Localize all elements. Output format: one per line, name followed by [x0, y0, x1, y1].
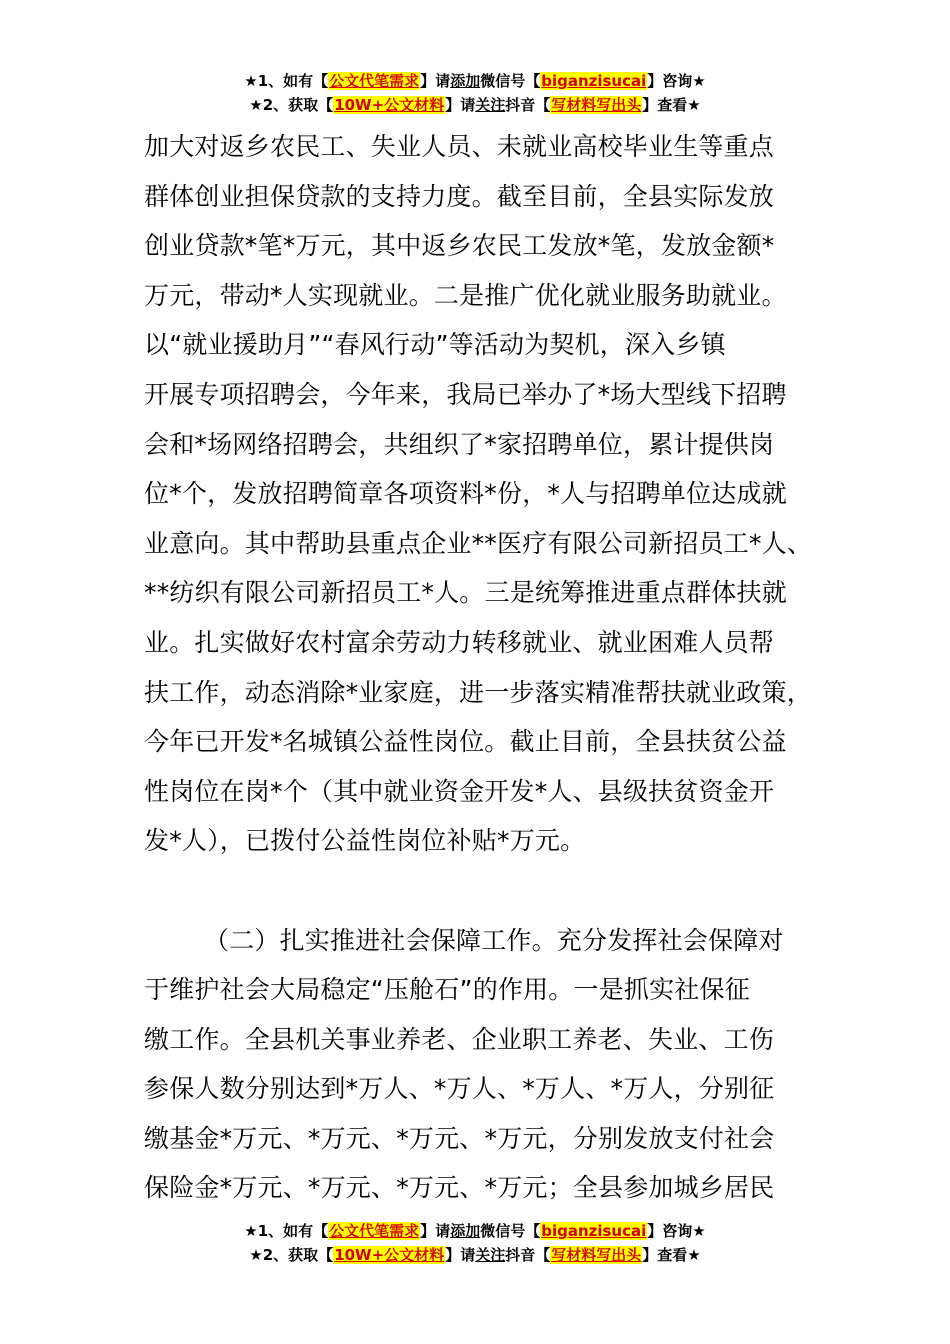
text-line: 保险金*万元、*万元、*万元、*万元；全县参加城乡居民: [144, 1173, 775, 1203]
text-line: 扶工作，动态消除*业家庭，进一步落实精准帮扶就业政策，: [144, 677, 812, 707]
text-line: 今年已开发*名城镇公益性岗位。截止目前，全县扶贫公益: [144, 727, 787, 757]
bottom-banner: [0, 1219, 950, 1267]
banner-text: 】请: [420, 1222, 451, 1240]
text-line: 性岗位在岗*个（其中就业资金开发*人、县级扶贫资金开: [144, 776, 775, 806]
banner-text: 微信号【: [480, 72, 541, 90]
banner-text: ★2、获取【: [249, 1246, 334, 1264]
banner-highlight: 10W+公文材料: [334, 1246, 445, 1264]
banner-line-2: [0, 93, 950, 117]
text-line: 群体创业担保贷款的支持力度。截至目前，全县实际发放: [144, 181, 775, 211]
text-line: 业。扎实做好农村富余劳动力转移就业、就业困难人员帮: [144, 627, 775, 657]
text-line: 万元，带动*人实现就业。二是推广优化就业服务助就业。: [144, 280, 787, 310]
text-line: 缴基金*万元、*万元、*万元、*万元，分别发放支付社会: [144, 1123, 775, 1153]
text-line: 创业贷款*笔*万元，其中返乡农民工发放*笔，发放金额*: [144, 231, 775, 261]
banner-text: 抖音【: [505, 1246, 551, 1264]
banner-text: 】请: [445, 96, 476, 114]
text-line: **纺织有限公司新招员工*人。三是统筹推进重点群体扶就: [144, 578, 787, 608]
banner-highlight: 公文代笔需求: [329, 1222, 420, 1240]
banner-underlined: 关注: [475, 96, 506, 114]
banner-text: ★1、如有【: [244, 1222, 329, 1240]
banner-text: ★2、获取【: [249, 96, 334, 114]
text-line: 会和*场网络招聘会，共组织了*家招聘单位，累计提供岗: [144, 429, 775, 459]
text-line: 位*个，发放招聘简章各项资料*份，*人与招聘单位达成就: [144, 479, 787, 509]
banner-text: 】查看★: [642, 1246, 701, 1264]
banner-text: 抖音【: [505, 96, 551, 114]
banner-highlight: biganzisucai: [541, 72, 647, 90]
banner-highlight: 公文代笔需求: [329, 72, 420, 90]
banner-underlined: 添加: [450, 72, 481, 90]
text-line: 业意向。其中帮助县重点企业**医疗有限公司新招员工*人、: [144, 528, 813, 558]
banner-highlight: biganzisucai: [541, 1222, 647, 1240]
banner-text: 】请: [420, 72, 451, 90]
banner-line-1: [0, 1219, 950, 1243]
banner-highlight: 写材料写出头: [551, 1246, 642, 1264]
banner-text: 微信号【: [480, 1222, 541, 1240]
banner-underlined: 关注: [475, 1246, 506, 1264]
text-line: 于维护社会大局稳定“压舱石”的作用。一是抓实社保征: [144, 975, 750, 1005]
text-line: 缴工作。全县机关事业养老、企业职工养老、失业、工伤: [144, 1024, 775, 1054]
paragraph-2: [144, 916, 808, 1214]
banner-text: 】咨询★: [647, 72, 706, 90]
text-line: （二）扎实推进社会保障工作。充分发挥社会保障对: [204, 925, 784, 955]
paragraph-1: [144, 122, 813, 866]
text-line: 开展专项招聘会，今年来，我局已举办了*场大型线下招聘: [144, 379, 787, 409]
banner-underlined: 添加: [450, 1222, 481, 1240]
banner-text: 】查看★: [642, 96, 701, 114]
banner-highlight: 写材料写出头: [551, 96, 642, 114]
banner-text: ★1、如有【: [244, 72, 329, 90]
banner-highlight: 10W+公文材料: [334, 96, 445, 114]
banner-text: 】请: [445, 1246, 476, 1264]
banner-line-2: [0, 1243, 950, 1267]
banner-text: 】咨询★: [647, 1222, 706, 1240]
top-banner: [0, 69, 950, 117]
text-line: 参保人数分别达到*万人、*万人、*万人、*万人，分别征: [144, 1074, 775, 1104]
text-line: 加大对返乡农民工、失业人员、未就业高校毕业生等重点: [144, 132, 775, 161]
text-line: 发*人），已拨付公益性岗位补贴*万元。: [144, 826, 586, 856]
document-body: [144, 122, 813, 1213]
banner-line-1: [0, 69, 950, 93]
paragraph-gap: [144, 866, 808, 916]
text-line: 以“就业援助月”“春风行动”等活动为契机，深入乡镇: [144, 330, 726, 360]
